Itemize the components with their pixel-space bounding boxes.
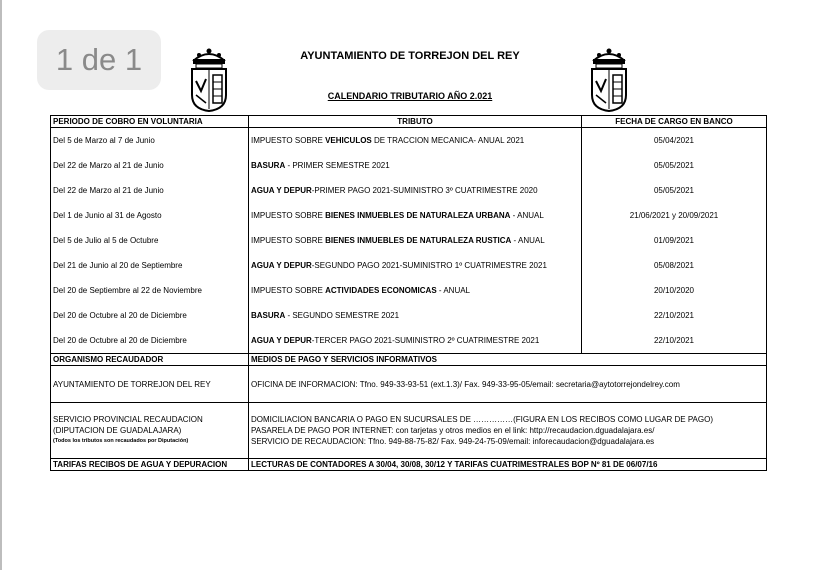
document-subtitle: CALENDARIO TRIBUTARIO AÑO 2.021 xyxy=(327,91,493,101)
left-edge-border xyxy=(0,0,2,570)
organismo-row-ayuntamiento xyxy=(51,366,767,403)
row-periodo: Del 22 de Marzo al 21 de Junio xyxy=(51,178,249,203)
row-fecha: 22/10/2021 xyxy=(582,303,767,328)
footer-row xyxy=(51,459,767,471)
table-row xyxy=(51,253,767,278)
table-header-row xyxy=(51,116,767,128)
row-tributo: IMPUESTO SOBRE VEHICULOS DE TRACCION MECANICA- ANUAL 2021 xyxy=(249,128,582,154)
organismo-diputacion xyxy=(51,403,249,459)
table-row xyxy=(51,153,767,178)
medios-diputacion xyxy=(249,403,767,459)
coat-of-arms-left xyxy=(187,45,231,113)
row-fecha: 20/10/2020 xyxy=(582,278,767,303)
row-periodo: Del 20 de Octubre al 20 de Diciembre xyxy=(51,328,249,354)
row-periodo: Del 5 de Julio al 5 de Octubre xyxy=(51,228,249,253)
table-row xyxy=(51,328,767,354)
row-fecha: 22/10/2021 xyxy=(582,328,767,354)
header-organismo: ORGANISMO RECAUDADOR xyxy=(51,354,249,366)
table-row xyxy=(51,278,767,303)
row-tributo: IMPUESTO SOBRE BIENES INMUEBLES DE NATURALEZA RUSTICA - ANUAL xyxy=(249,228,582,253)
row-tributo: IMPUESTO SOBRE BIENES INMUEBLES DE NATURALEZA URBANA - ANUAL xyxy=(249,203,582,228)
medios-line-3: SERVICIO DE RECAUDACION: Tfno. 949-88-75-82/ Fax. 949-24-75-09/email: inforecaudacion@dguadalajara.es xyxy=(251,437,655,446)
row-fecha: 05/08/2021 xyxy=(582,253,767,278)
row-tributo: IMPUESTO SOBRE ACTIVIDADES ECONOMICAS - ANUAL xyxy=(249,278,582,303)
row-fecha: 05/05/2021 xyxy=(582,178,767,203)
org-note: (Todos los tributos son recaudados por Diputación) xyxy=(53,438,189,444)
organismo-ayuntamiento: AYUNTAMIENTO DE TORREJON DEL REY xyxy=(51,366,249,403)
table-row xyxy=(51,128,767,154)
document-title: AYUNTAMIENTO DE TORREJON DEL REY xyxy=(300,50,520,62)
organismo-row-diputacion xyxy=(51,403,767,459)
header-tributo: TRIBUTO xyxy=(249,116,582,128)
row-tributo: BASURA - SEGUNDO SEMESTRE 2021 xyxy=(249,303,582,328)
row-periodo: Del 20 de Septiembre al 22 de Noviembre xyxy=(51,278,249,303)
org-line-2: (DIPUTACION DE GUADALAJARA) xyxy=(53,426,182,435)
medios-line-1: DOMICILIACION BANCARIA O PAGO EN SUCURSALES DE ……………(FIGURA EN LOS RECIBOS COMO LUGAR DE PAGO) xyxy=(251,415,714,424)
footer-tarifas: TARIFAS RECIBOS DE AGUA Y DEPURACION xyxy=(51,459,249,471)
row-fecha: 01/09/2021 xyxy=(582,228,767,253)
table-row xyxy=(51,178,767,203)
row-tributo: AGUA Y DEPUR-TERCER PAGO 2021-SUMINISTRO 2º CUATRIMESTRE 2021 xyxy=(249,328,582,354)
medios-line-2: PASARELA DE PAGO POR INTERNET: con tarjetas y otros medios en el link: http://recaudacion.dguadalajara.es/ xyxy=(251,426,655,435)
row-tributo: AGUA Y DEPUR-SEGUNDO PAGO 2021-SUMINISTRO 1º CUATRIMESTRE 2021 xyxy=(249,253,582,278)
row-fecha: 05/04/2021 xyxy=(582,128,767,154)
table-row xyxy=(51,228,767,253)
row-periodo: Del 1 de Junio al 31 de Agosto xyxy=(51,203,249,228)
table-row xyxy=(51,303,767,328)
row-periodo: Del 21 de Junio al 20 de Septiembre xyxy=(51,253,249,278)
medios-ayuntamiento: OFICINA DE INFORMACION: Tfno. 949-33-93-51 (ext.1.3)/ Fax. 949-33-95-05/email: secretaria@aytotorrejondelrey.com xyxy=(249,366,767,403)
row-fecha: 21/06/2021 y 20/09/2021 xyxy=(582,203,767,228)
org-line-1: SERVICIO PROVINCIAL RECAUDACION xyxy=(53,415,203,424)
row-periodo: Del 22 de Marzo al 21 de Junio xyxy=(51,153,249,178)
coat-of-arms-right xyxy=(587,45,631,113)
header-periodo: PERIODO DE COBRO EN VOLUNTARIA xyxy=(51,116,249,128)
page-indicator: 1 de 1 xyxy=(37,30,161,90)
section-header-row xyxy=(51,354,767,366)
row-periodo: Del 5 de Marzo al 7 de Junio xyxy=(51,128,249,154)
footer-lecturas: LECTURAS DE CONTADORES A 30/04, 30/08, 30/12 Y TARIFAS CUATRIMESTRALES BOP Nº 81 DE 06/07/16 xyxy=(249,459,767,471)
row-fecha: 05/05/2021 xyxy=(582,153,767,178)
table-row xyxy=(51,203,767,228)
row-periodo: Del 20 de Octubre al 20 de Diciembre xyxy=(51,303,249,328)
header-medios: MEDIOS DE PAGO Y SERVICIOS INFORMATIVOS xyxy=(249,354,767,366)
tax-calendar-table xyxy=(50,115,767,471)
header-fecha: FECHA DE CARGO EN BANCO xyxy=(582,116,767,128)
row-tributo: AGUA Y DEPUR-PRIMER PAGO 2021-SUMINISTRO 3º CUATRIMESTRE 2020 xyxy=(249,178,582,203)
row-tributo: BASURA - PRIMER SEMESTRE 2021 xyxy=(249,153,582,178)
